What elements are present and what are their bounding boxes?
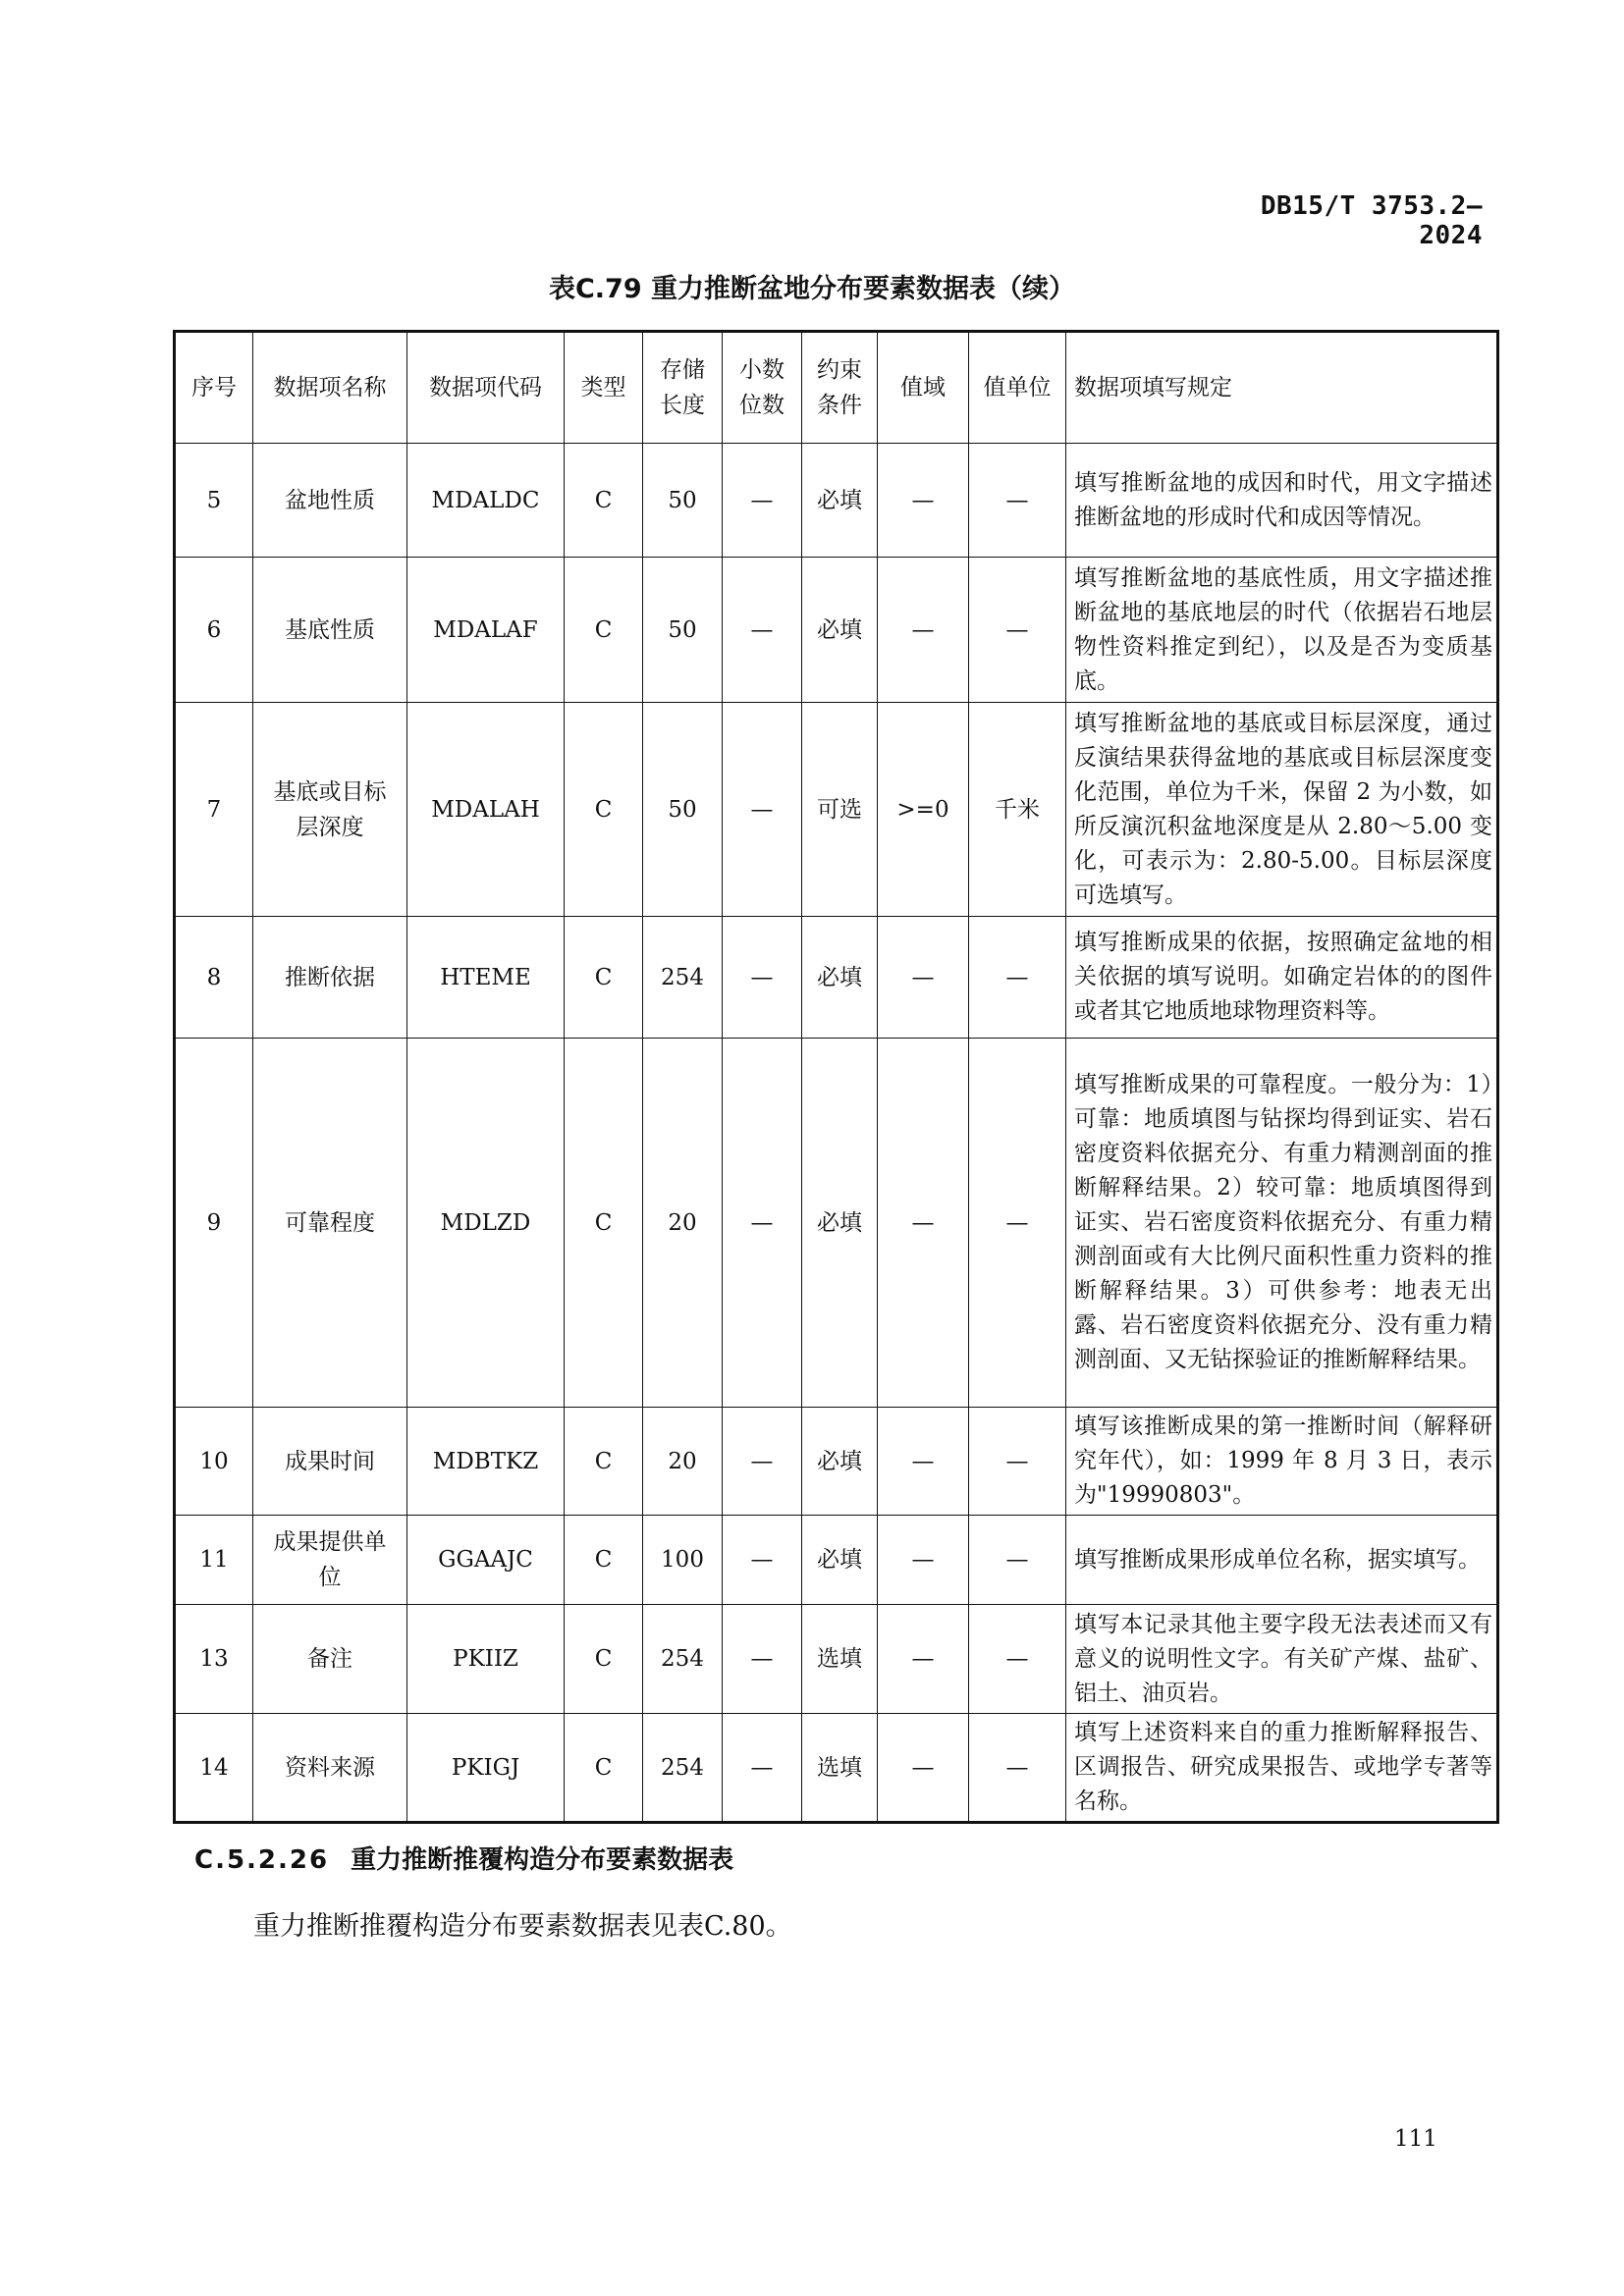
seq-cell: 8 [175,917,253,1039]
code-cell: GGAAJC [407,1516,565,1605]
length-cell: 50 [643,703,723,917]
seq-cell: 13 [175,1605,253,1714]
name-cell: 成果提供单 位 [253,1516,407,1605]
domain-cell: >=0 [878,703,969,917]
table-row [175,1714,1498,1823]
length-cell: 100 [643,1516,723,1605]
constraint-cell: 必填 [802,444,878,558]
table-row [175,444,1498,558]
constraint-cell: 可选 [802,703,878,917]
type-cell: C [565,1408,643,1516]
body-paragraph: 重力推断推覆构造分布要素数据表见表C.80。 [253,1911,792,1942]
header-cell: 类型 [565,332,643,444]
domain-cell: — [878,558,969,703]
length-cell: 50 [643,558,723,703]
code-cell: MDLZD [407,1039,565,1408]
code-cell: MDALDC [407,444,565,558]
unit-cell: — [969,1714,1066,1823]
length-cell: 254 [643,917,723,1039]
unit-cell: — [969,1408,1066,1516]
decimals-cell: — [723,1605,802,1714]
section-title: 重力推断推覆构造分布要素数据表 [351,1845,734,1875]
header-cell: 值域 [878,332,969,444]
header-cell: 数据项名称 [253,332,407,444]
standard-code: DB15/T 3753.2—2024 [1260,191,1483,250]
constraint-cell: 必填 [802,1039,878,1408]
type-cell: C [565,1516,643,1605]
header-cell: 存储 长度 [643,332,723,444]
code-cell: MDBTKZ [407,1408,565,1516]
seq-cell: 9 [175,1039,253,1408]
rule-cell: 填写本记录其他主要字段无法表述而又有意义的说明性文字。有关矿产煤、盐矿、铝土、油页岩。 [1066,1605,1498,1714]
rule-cell: 填写推断成果的依据，按照确定盆地的相关依据的填写说明。如确定岩体的的图件或者其它地质地球物理资料等。 [1066,917,1498,1039]
header-cell: 数据项填写规定 [1066,332,1498,444]
rule-cell: 填写推断盆地的基底或目标层深度，通过反演结果获得盆地的基底或目标层深度变化范围，单位为千米，保留 2 为小数，如所反演沉积盆地深度是从 2.80～5.00 变化，可表示为：2.80-5.00。目标层深度可选填写。 [1066,703,1498,917]
table-row [175,703,1498,917]
domain-cell: — [878,1714,969,1823]
unit-cell: — [969,558,1066,703]
table-row [175,558,1498,703]
domain-cell: — [878,1516,969,1605]
code-cell: MDALAF [407,558,565,703]
constraint-cell: 选填 [802,1714,878,1823]
length-cell: 254 [643,1605,723,1714]
decimals-cell: — [723,1408,802,1516]
table-title: 表C.79 重力推断盆地分布要素数据表（续） [548,274,1076,304]
seq-cell: 6 [175,558,253,703]
code-cell: PKIGJ [407,1714,565,1823]
table-row [175,917,1498,1039]
header-cell: 序号 [175,332,253,444]
seq-cell: 5 [175,444,253,558]
table-row [175,1039,1498,1408]
header-cell: 约束 条件 [802,332,878,444]
header-cell: 值单位 [969,332,1066,444]
unit-cell: 千米 [969,703,1066,917]
table-row [175,1605,1498,1714]
header-cell: 小数 位数 [723,332,802,444]
constraint-cell: 必填 [802,917,878,1039]
decimals-cell: — [723,1039,802,1408]
length-cell: 20 [643,1408,723,1516]
rule-cell: 填写上述资料来自的重力推断解释报告、区调报告、研究成果报告、或地学专著等名称。 [1066,1714,1498,1823]
page-number: 111 [1394,2126,1437,2152]
name-cell: 基底性质 [253,558,407,703]
header-cell: 数据项代码 [407,332,565,444]
decimals-cell: — [723,444,802,558]
name-cell: 可靠程度 [253,1039,407,1408]
constraint-cell: 必填 [802,558,878,703]
code-cell: PKIIZ [407,1605,565,1714]
decimals-cell: — [723,703,802,917]
constraint-cell: 必填 [802,1516,878,1605]
type-cell: C [565,558,643,703]
seq-cell: 10 [175,1408,253,1516]
domain-cell: — [878,1039,969,1408]
name-cell: 资料来源 [253,1714,407,1823]
type-cell: C [565,444,643,558]
seq-cell: 7 [175,703,253,917]
code-cell: HTEME [407,917,565,1039]
rule-cell: 填写该推断成果的第一推断时间（解释研究年代），如：1999 年 8 月 3 日，表示为"19990803"。 [1066,1408,1498,1516]
decimals-cell: — [723,917,802,1039]
table-row [175,1408,1498,1516]
name-cell: 盆地性质 [253,444,407,558]
section-number: C.5.2.26 [194,1845,330,1875]
seq-cell: 11 [175,1516,253,1605]
type-cell: C [565,1714,643,1823]
length-cell: 50 [643,444,723,558]
name-cell: 基底或目标 层深度 [253,703,407,917]
decimals-cell: — [723,558,802,703]
table-row [175,1516,1498,1605]
name-cell: 备注 [253,1605,407,1714]
unit-cell: — [969,1605,1066,1714]
length-cell: 20 [643,1039,723,1408]
domain-cell: — [878,1408,969,1516]
seq-cell: 14 [175,1714,253,1823]
type-cell: C [565,703,643,917]
name-cell: 推断依据 [253,917,407,1039]
name-cell: 成果时间 [253,1408,407,1516]
domain-cell: — [878,917,969,1039]
type-cell: C [565,1039,643,1408]
type-cell: C [565,917,643,1039]
unit-cell: — [969,1516,1066,1605]
rule-cell: 填写推断成果形成单位名称，据实填写。 [1066,1516,1498,1605]
domain-cell: — [878,444,969,558]
rule-cell: 填写推断盆地的成因和时代，用文字描述推断盆地的形成时代和成因等情况。 [1066,444,1498,558]
unit-cell: — [969,444,1066,558]
constraint-cell: 选填 [802,1605,878,1714]
section-heading [194,1840,733,1876]
decimals-cell: — [723,1714,802,1823]
rule-cell: 填写推断盆地的基底性质，用文字描述推断盆地的基底地层的时代（依据岩石地层物性资料推定到纪），以及是否为变质基底。 [1066,558,1498,703]
constraint-cell: 必填 [802,1408,878,1516]
domain-cell: — [878,1605,969,1714]
type-cell: C [565,1605,643,1714]
code-cell: MDALAH [407,703,565,917]
length-cell: 254 [643,1714,723,1823]
rule-cell: 填写推断成果的可靠程度。一般分为：1）可靠：地质填图与钻探均得到证实、岩石密度资料依据充分、有重力精测剖面的推断解释结果。2）较可靠：地质填图得到证实、岩石密度资料依据充分、有重力精测剖面或有大比例尺面积性重力资料的推断解释结果。3）可供参考：地表无出露、岩石密度资料依据充分、没有重力精测剖面、又无钻探验证的推断解释结果。 [1066,1039,1498,1408]
unit-cell: — [969,917,1066,1039]
data-table [173,330,1499,1824]
decimals-cell: — [723,1516,802,1605]
table-header-row [175,332,1498,444]
unit-cell: — [969,1039,1066,1408]
